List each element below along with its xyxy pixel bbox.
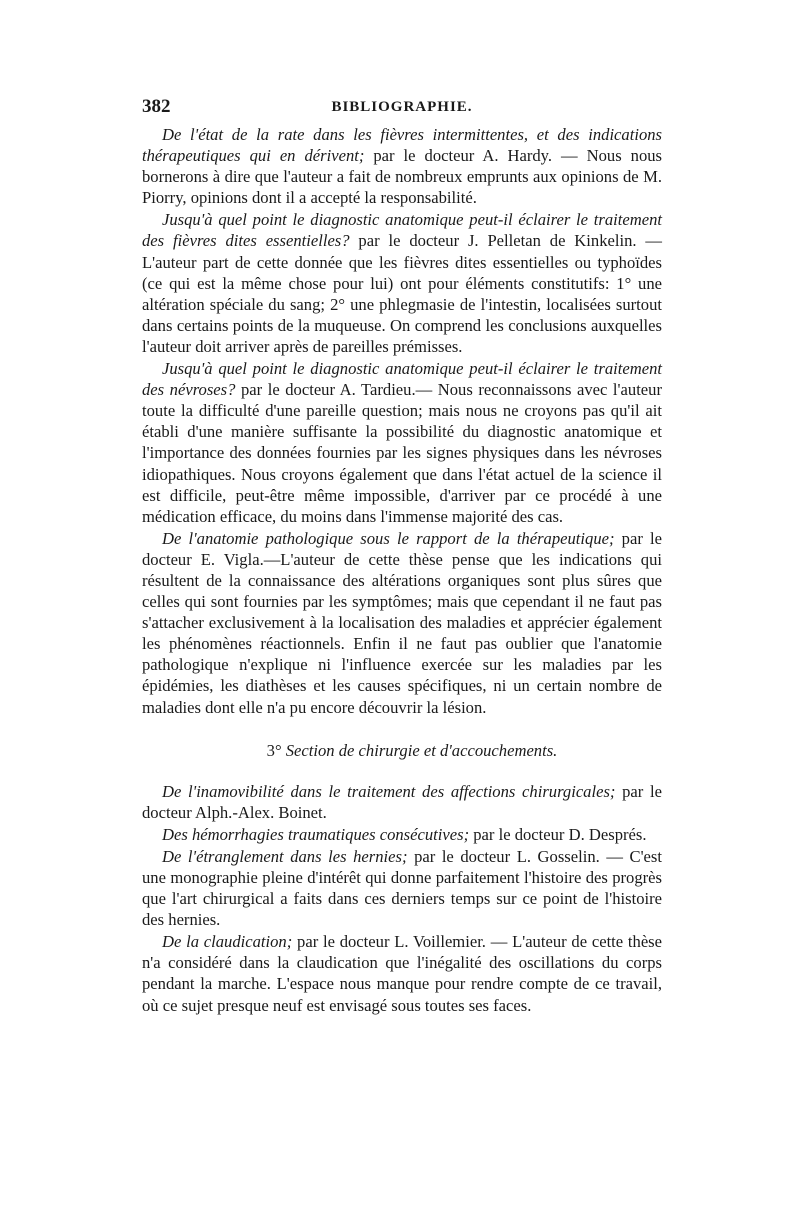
entry-text: par le docteur A. Hardy. — Nous nous bornerons à dire que l'auteur a fait de nombreux emprunts aux opinions de M. Piorry, opinions dont il a accepté la responsabilité. [142,146,662,208]
page-header [142,96,662,124]
entry-text: par le docteur L. Gosselin. — C'est une monographie pleine d'intérêt qui donne parfaitement l'histoire des progrès que l'art chirurgical a faits dans ces derniers temps sur ce point de l'histoire des hernies. [142,846,662,930]
entry-text: par le docteur L. Voillemier. — L'auteur de cette thèse n'a considéré dans la claudication que l'inégalité des oscillations du corps pendant la marche. L'espace nous manque pour rendre compte de ce travail, où ce sujet presque neuf est envisagé sous toutes ses faces. [142,932,663,1015]
entry-gosselin [142,846,662,930]
entry-title: De la claudication; [162,932,293,952]
entry-title: De l'état de la rate dans les fièvres intermittentes, et des indications thérapeutiques qui en dérivent; [142,125,662,166]
entry-voillemier [142,931,662,1015]
entry-title: De l'anatomie pathologique sous le rapport de la thérapeutique; [162,528,615,548]
entry-text: par le docteur E. Vigla.—L'auteur de cette thèse pense que les indications qui résultent de la connaissance des altérations organiques sont plus sûres que celles qui sont fournies par les symptômes; mais que cependant il ne faut pas s'attacher exclusivement à la localisation des maladies et apprécier également les phénomènes réactionnels. Enfin il ne faut pas oublier que l'anatomie pathologique n'explique ni l'influence exercée sur les maladies par les épidémies, les diathèses et les causes spécifiques, ni un certain nombre de maladies dont elle n'a pu encore découvrir la lésion. [142,528,663,717]
entry-pelletan [142,209,662,357]
entry-hardy [142,124,662,208]
running-head: BIBLIOGRAPHIE. [331,99,473,115]
section-title: Section de chirurgie et d'accouchements. [285,740,558,760]
entry-tardieu [142,358,662,527]
entry-title: De l'étranglement dans les hernies; [162,846,408,866]
page-number: 382 [142,96,171,117]
entry-title: De l'inamovibilité dans le traitement des affections chirurgicales; [162,781,616,801]
entry-boinet [142,781,662,823]
entry-text: par le docteur A. Tardieu.— Nous reconnaissons avec l'auteur toute la difficulté d'une pareille question; mais nous ne croyons pas qu'il ait établi d'une manière suffisante la possibilité du diagnostic anatomique et l'importance des données fournies par les signes physiques dans les névroses idiopathiques. Nous croyons également que dans l'état actuel de la science il est difficile, peut-être même impossible, d'arriver par ce procédé à une médication efficace, du moins dans l'immense majorité des cas. [142,380,662,526]
entry-title: Jusqu'à quel point le diagnostic anatomique peut-il éclairer le traitement des fièvres dites essentielles? [142,210,662,251]
entry-vigla [142,528,662,718]
entry-despres [142,824,662,845]
entry-text: par le docteur D. Després. [469,824,647,844]
entry-text: par le docteur J. Pelletan de Kinkelin. — L'auteur part de cette donnée que les fièvres dites essentielles ou typhoïdes (ce qui est la même chose pour lui) ont pour éléments constitutifs: 1° une altération spéciale du sang; 2° une phlegmasie de l'intestin, localisées surtout dans certains points de la muqueuse. On comprend les conclusions auxquelles l'auteur doit arriver après de pareilles prémisses. [142,231,662,356]
book-page [142,96,662,1016]
entry-text: par le docteur Alph.-Alex. Boinet. [142,781,662,822]
section-heading [142,740,662,761]
section-number: 3° [266,740,282,760]
entry-title: Des hémorrhagies traumatiques consécutives; [162,824,470,844]
entry-title: Jusqu'à quel point le diagnostic anatomique peut-il éclairer le traitement des névroses? [142,359,662,400]
